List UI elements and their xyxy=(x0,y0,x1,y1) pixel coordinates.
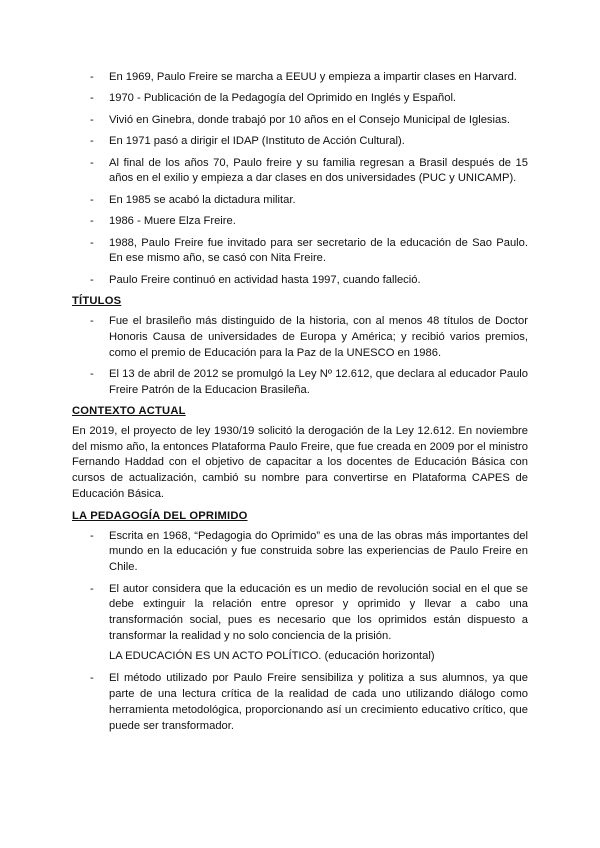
list-item: - El autor considera que la educación es un medio de revolución social en el que se debe extinguir la relación entre opresor y oprimido y llevar a cabo una transformación social, pues es necesario que los oprimidos están dispuesto a transformar la realidad y no solo conciencia de la prisión. xyxy=(72,582,528,645)
titulos-list xyxy=(72,314,528,399)
list-item: - Al final de los años 70, Paulo freire y su familia regresan a Brasil después de 15 años en el exilio y empieza a dar clases en dos universidades (PUC y UNICAMP). xyxy=(72,156,528,188)
list-item: - En 1971 pasó a dirigir el IDAP (Instituto de Acción Cultural). xyxy=(72,134,528,150)
list-item: - 1986 - Muere Elza Freire. xyxy=(72,214,528,230)
pedagogia-heading: LA PEDAGOGÍA DEL OPRIMIDO xyxy=(72,509,248,522)
pedagogia-list-continued xyxy=(72,671,528,734)
list-item: - 1988, Paulo Freire fue invitado para ser secretario de la educación de Sao Paulo. En ese mismo año, se casó con Nita Freire. xyxy=(72,236,528,268)
contexto-paragraph: En 2019, el proyecto de ley 1930/19 solicitó la derogación de la Ley 12.612. En noviembre del mismo año, la entonces Plataforma Paulo Freire, que fue creada en 2009 por el ministro Fernando Haddad con el objetivo de capacitar a los docentes de Educación Básica con cursos de actualización, cambió su nombre para convertirse en Plataforma CAPES de Educación Básica. xyxy=(72,424,528,501)
list-item: - 1970 - Publicación de la Pedagogía del Oprimido en Inglés y Español. xyxy=(72,91,528,107)
list-item: - Vivió en Ginebra, donde trabajó por 10 años en el Consejo Municipal de Iglesias. xyxy=(72,113,528,129)
list-item: - El 13 de abril de 2012 se promulgó la Ley Nº 12.612, que declara al educador Paulo Freire Patrón de la Educacion Brasileña. xyxy=(72,367,528,399)
list-item: - Fue el brasileño más distinguido de la historia, con al menos 48 títulos de Doctor Honoris Causa de universidades de Europa y América; y recibió varios premios, como el premio de Educación para la Paz de la UNESCO en 1986. xyxy=(72,314,528,361)
list-item: - El método utilizado por Paulo Freire sensibiliza y politiza a sus alumnos, ya que parte de una lectura crítica de la realidad de cada uno utilizando diálogo como herramienta metodológica, proporcionando así un crecimiento educativo crítico, que puede ser transformador. xyxy=(72,671,528,734)
list-item: - Escrita en 1968, “Pedagogia do Oprimido” es una de las obras más importantes del mundo en la educación y fue construida sobre las experiencias de Paulo Freire en Chile. xyxy=(72,529,528,576)
timeline-list xyxy=(72,70,528,289)
list-item: - En 1969, Paulo Freire se marcha a EEUU y empieza a impartir clases en Harvard. xyxy=(72,70,528,86)
contexto-heading: CONTEXTO ACTUAL xyxy=(72,405,186,418)
list-item: - Paulo Freire continuó en actividad hasta 1997, cuando falleció. xyxy=(72,273,528,289)
pedagogia-note: LA EDUCACIÓN ES UN ACTO POLÍTICO. (educación horizontal) xyxy=(109,650,435,663)
pedagogia-list xyxy=(72,529,528,645)
list-item: - En 1985 se acabó la dictadura militar. xyxy=(72,193,528,209)
titulos-heading: TÍTULOS xyxy=(72,295,122,308)
